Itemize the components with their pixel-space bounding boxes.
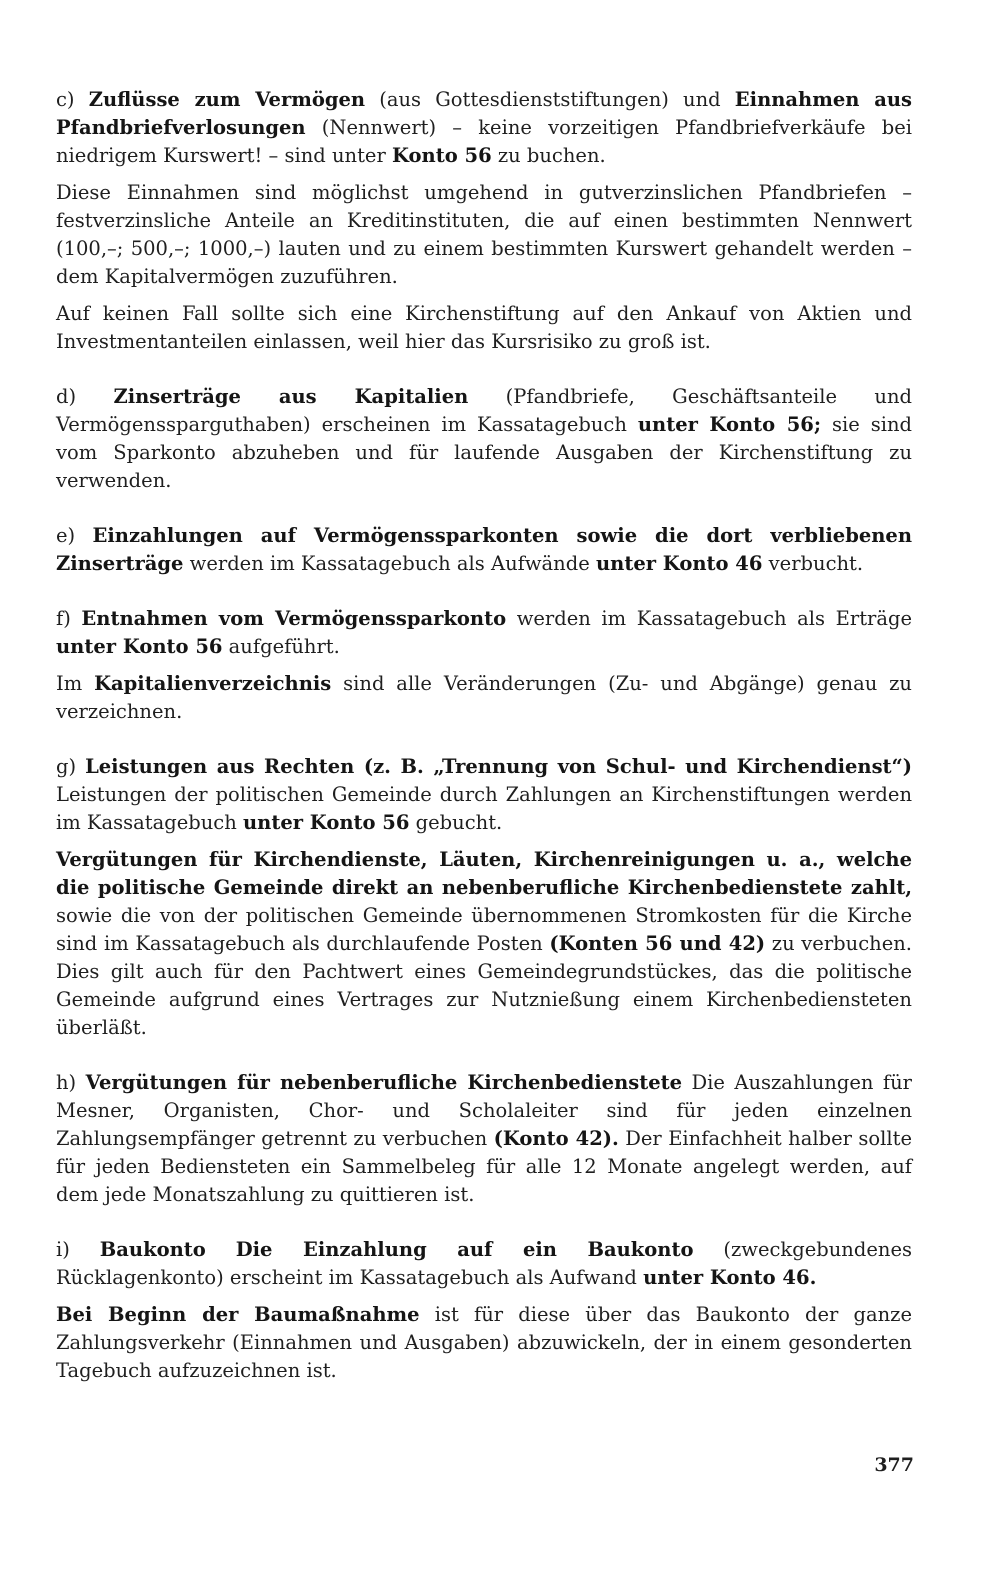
body-text xyxy=(56,86,912,1385)
bold-text: unter Konto 46. xyxy=(643,1266,817,1289)
text-run: gebucht. xyxy=(409,811,503,834)
text-run: sowie die von der politischen Gemeinde übernommenen Stromkosten für die Kirche sind im Kassatagebuch als durchlaufende Posten xyxy=(56,904,912,955)
text-run: zu verbuchen. Dies gilt auch für den Pachtwert eines Gemeindegrundstückes, das die politische Gemeinde aufgrund eines Vertrages zur Nutznießung einem Kirchenbediensteten überläßt. xyxy=(56,932,912,1039)
paragraph xyxy=(56,179,912,291)
bold-text: Bei Beginn der Baumaßnahme xyxy=(56,1303,420,1326)
text-run: f) xyxy=(56,607,82,630)
text-run: h) xyxy=(56,1071,86,1094)
text-run: Auf keinen Fall sollte sich eine Kirchenstiftung auf den Ankauf von Aktien und Investmentanteilen einlassen, weil hier das Kursrisiko zu groß ist. xyxy=(56,302,912,353)
bold-text: Baukonto xyxy=(99,1238,206,1261)
text-run: (Pfandbriefe, Geschäftsanteile und Vermögenssparguthaben) erscheinen im Kassatagebuch xyxy=(56,385,912,436)
paragraph xyxy=(56,670,912,726)
text-run xyxy=(206,1238,236,1261)
text-run: Die Auszahlungen für Mesner, Organisten, Chor- und Scholaleiter sind für jeden einzelnen Zahlungsempfänger getrennt zu verbuchen xyxy=(56,1071,912,1150)
paragraph xyxy=(56,1301,912,1385)
paragraph xyxy=(56,383,912,495)
text-run: sind alle Veränderungen (Zu- und Abgänge) genau zu verzeichnen. xyxy=(56,672,912,723)
bold-text: (Konto 42). xyxy=(493,1127,619,1150)
paragraph xyxy=(56,846,912,1042)
paragraph xyxy=(56,86,912,170)
text-run: aufgeführt. xyxy=(222,635,340,658)
bold-text: unter Konto 46 xyxy=(595,552,763,575)
text-run: e) xyxy=(56,524,93,547)
text-run: Im xyxy=(56,672,95,695)
page-number: 377 xyxy=(874,1454,914,1476)
bold-text: Einnahmen aus Pfandbriefverlosungen xyxy=(56,88,912,139)
bold-text: Konto 56 xyxy=(392,144,492,167)
bold-text: Zuflüsse zum Vermögen xyxy=(88,88,366,111)
text-run: werden im Kassatagebuch als Erträge xyxy=(506,607,912,630)
text-run: verbucht. xyxy=(762,552,864,575)
bold-text: unter Konto 56; xyxy=(637,413,822,436)
text-run: zu buchen. xyxy=(491,144,606,167)
bold-text: Die Einzahlung auf ein Baukonto xyxy=(235,1238,694,1261)
paragraph xyxy=(56,1236,912,1292)
bold-text: Einzahlungen auf Vermögenssparkonten sowie die dort verbliebenen Zinserträge xyxy=(56,524,912,575)
text-run: ist für diese über das Baukonto der ganze Zahlungsverkehr (Einnahmen und Ausgaben) abzuwickeln, der in einem gesonderten Tagebuch aufzuzeichnen ist. xyxy=(56,1303,912,1382)
bold-text: Zinserträge aus Kapitalien xyxy=(113,385,469,408)
paragraph xyxy=(56,300,912,356)
bold-text: Kapitalienverzeichnis xyxy=(94,672,332,695)
text-run: d) xyxy=(56,385,114,408)
text-run: sie sind vom Sparkonto abzuheben und für laufende Ausgaben der Kirchenstiftung zu verwenden. xyxy=(56,413,913,492)
text-run: c) xyxy=(56,88,89,111)
paragraph xyxy=(56,753,912,837)
paragraph xyxy=(56,605,912,661)
text-run: (aus Gottesdienststiftungen) und xyxy=(365,88,735,111)
bold-text: Leistungen aus Rechten (z. B. „Trennung von Schul- und Kirchendienst“) xyxy=(85,755,912,778)
text-run: (zweckgebundenes Rücklagenkonto) erscheint im Kassatagebuch als Aufwand xyxy=(56,1238,912,1289)
text-run: g) xyxy=(56,755,86,778)
text-run: Leistungen der politischen Gemeinde durch Zahlungen an Kirchenstiftungen werden im Kassatagebuch xyxy=(56,783,912,834)
paragraph xyxy=(56,522,912,578)
bold-text: Vergütungen für nebenberufliche Kirchenbedienstete xyxy=(85,1071,683,1094)
text-run: i) xyxy=(56,1238,100,1261)
text-run: werden im Kassatagebuch als Aufwände xyxy=(183,552,596,575)
text-run: Der Einfachheit halber sollte für jeden Bediensteten ein Sammelbeleg für alle 12 Monate angelegt werden, auf dem jede Monatszahlung zu quittieren ist. xyxy=(56,1127,912,1206)
bold-text: (Konten 56 und 42) xyxy=(549,932,766,955)
bold-text: unter Konto 56 xyxy=(56,635,223,658)
paragraph xyxy=(56,1069,912,1209)
text-run: (Nennwert) – keine vorzeitigen Pfandbriefverkäufe bei niedrigem Kurswert! – sind unter xyxy=(56,116,912,167)
bold-text: Entnahmen vom Vermögenssparkonto xyxy=(81,607,507,630)
bold-text: unter Konto 56 xyxy=(242,811,410,834)
bold-text: Vergütungen für Kirchendienste, Läuten, Kirchenreinigungen u. a., welche die politische Gemeinde direkt an nebenberufliche Kirchenbedienstete zahlt, xyxy=(56,848,912,899)
text-run: Diese Einnahmen sind möglichst umgehend in gutverzinslichen Pfandbriefen – festverzinsliche Anteile an Kreditinstituten, die auf einen bestimmten Nennwert (100,–; 500,–; 1000,–) lauten und zu einem bestimmten Kurswert gehandelt werden – dem Kapitalvermögen zuzuführen. xyxy=(56,181,912,288)
